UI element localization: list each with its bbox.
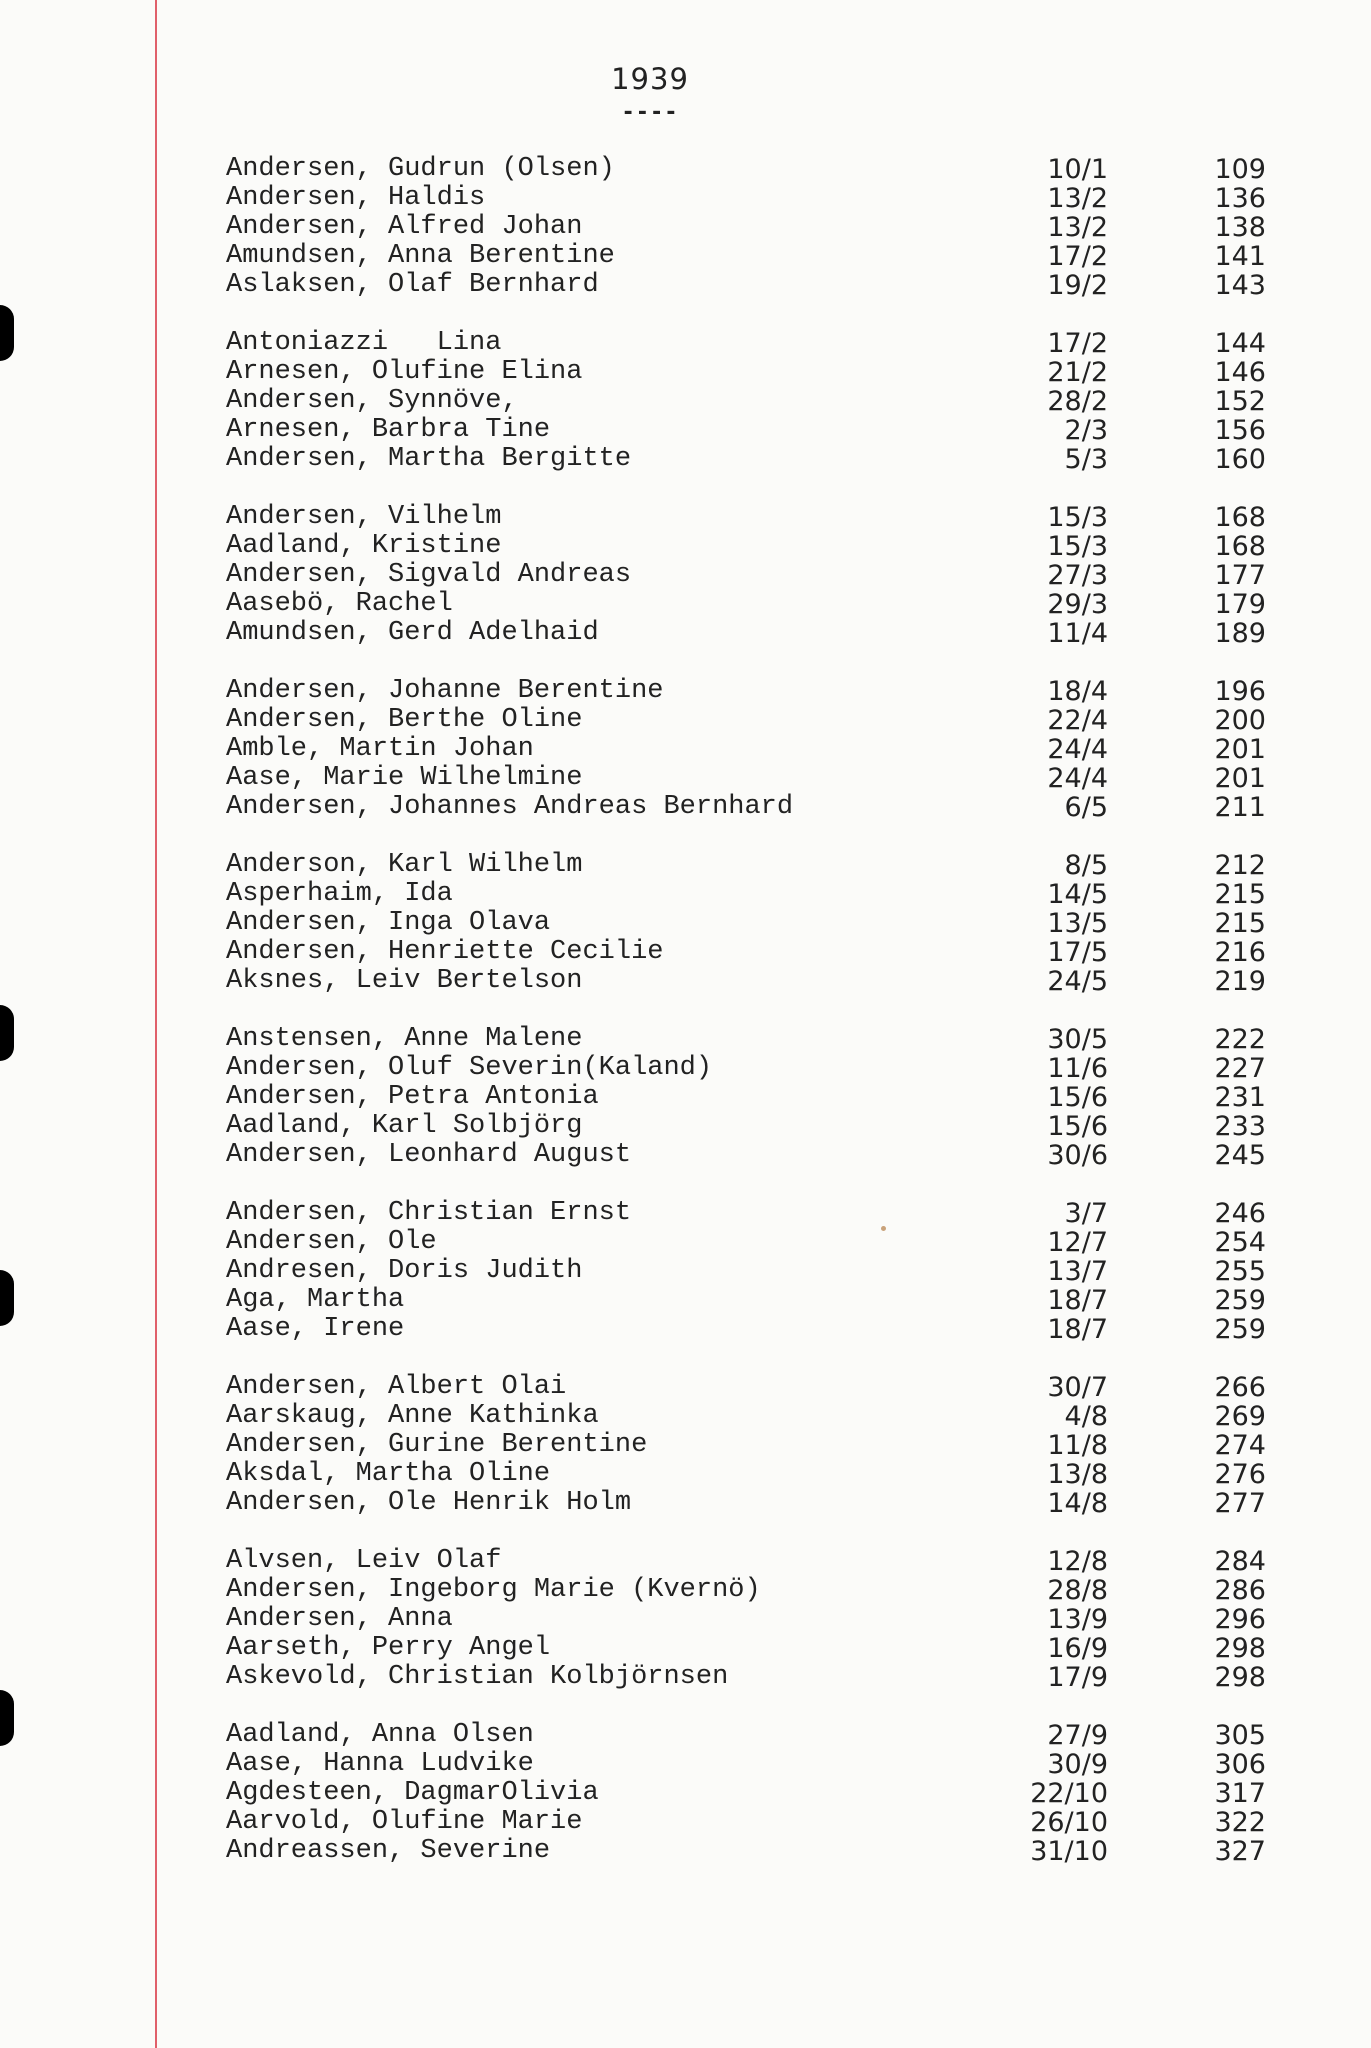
entry-date: 19/2	[1047, 270, 1108, 301]
entry-page: 322	[1214, 1807, 1266, 1838]
entry-page: 200	[1214, 705, 1266, 736]
paper-speck	[881, 1226, 886, 1231]
entry-name: Aadland, Karl Solbjörg	[226, 1111, 583, 1141]
entry-page: 168	[1214, 531, 1266, 562]
entry-name: Askevold, Christian Kolbjörnsen	[226, 1662, 729, 1692]
entry-name: Antoniazzi Lina	[226, 328, 502, 358]
entry-page: 286	[1214, 1575, 1266, 1606]
list-item	[0, 561, 1371, 590]
entry-name: Anderson, Karl Wilhelm	[226, 850, 583, 880]
list-item	[0, 358, 1371, 387]
entry-page: 109	[1214, 154, 1266, 185]
entry-page: 201	[1214, 763, 1266, 794]
entry-group	[0, 155, 1371, 300]
entry-date: 28/8	[1047, 1575, 1108, 1606]
entry-date: 28/2	[1047, 386, 1108, 417]
entry-page: 212	[1214, 850, 1266, 881]
entry-group	[0, 851, 1371, 996]
entry-page: 215	[1214, 908, 1266, 939]
entry-page: 298	[1214, 1633, 1266, 1664]
list-item	[0, 1663, 1371, 1692]
entry-date: 12/8	[1047, 1546, 1108, 1577]
entry-name: Amble, Martin Johan	[226, 734, 534, 764]
entry-name: Andersen, Berthe Oline	[226, 705, 583, 735]
entry-page: 259	[1214, 1314, 1266, 1345]
entry-date: 11/8	[1047, 1430, 1108, 1461]
entry-name: Andersen, Gurine Berentine	[226, 1430, 648, 1460]
entry-page: 296	[1214, 1604, 1266, 1635]
list-item	[0, 1083, 1371, 1112]
entry-page: 152	[1214, 386, 1266, 417]
entry-name: Andersen, Oluf Severin(Kaland)	[226, 1053, 713, 1083]
entry-name: Andersen, Vilhelm	[226, 502, 502, 532]
entry-name: Aksdal, Martha Oline	[226, 1459, 551, 1489]
entry-name: Asperhaim, Ida	[226, 879, 453, 909]
entry-date: 30/5	[1047, 1024, 1108, 1055]
list-item	[0, 1750, 1371, 1779]
list-item	[0, 590, 1371, 619]
entry-name: Aarskaug, Anne Kathinka	[226, 1401, 599, 1431]
entry-page: 146	[1214, 357, 1266, 388]
entry-date: 30/6	[1047, 1140, 1108, 1171]
list-item	[0, 155, 1371, 184]
list-item	[0, 532, 1371, 561]
entry-date: 24/4	[1047, 763, 1108, 794]
entry-date: 13/8	[1047, 1459, 1108, 1490]
entry-name: Aadland, Kristine	[226, 531, 502, 561]
entry-name: Andersen, Haldis	[226, 183, 486, 213]
list-item	[0, 1025, 1371, 1054]
entry-date: 26/10	[1030, 1807, 1108, 1838]
entry-date: 31/10	[1030, 1836, 1108, 1867]
entry-name: Agdesteen, DagmarOlivia	[226, 1778, 599, 1808]
entry-page: 269	[1214, 1401, 1266, 1432]
entry-page: 215	[1214, 879, 1266, 910]
entry-date: 21/2	[1047, 357, 1108, 388]
entry-group	[0, 329, 1371, 474]
list-item	[0, 1547, 1371, 1576]
entry-name: Andresen, Doris Judith	[226, 1256, 583, 1286]
list-item	[0, 967, 1371, 996]
entry-page: 168	[1214, 502, 1266, 533]
entry-date: 18/4	[1047, 676, 1108, 707]
entry-page: 231	[1214, 1082, 1266, 1113]
entry-page: 274	[1214, 1430, 1266, 1461]
entry-name: Andersen, Christian Ernst	[226, 1198, 632, 1228]
entry-date: 22/4	[1047, 705, 1108, 736]
entry-date: 24/4	[1047, 734, 1108, 765]
entry-page: 227	[1214, 1053, 1266, 1084]
entry-group	[0, 503, 1371, 648]
entry-date: 8/5	[1064, 850, 1108, 881]
list-item	[0, 1808, 1371, 1837]
entry-date: 15/6	[1047, 1111, 1108, 1142]
entry-date: 30/9	[1047, 1749, 1108, 1780]
entry-date: 2/3	[1064, 415, 1108, 446]
entry-page: 255	[1214, 1256, 1266, 1287]
entry-page: 259	[1214, 1285, 1266, 1316]
entry-page: 327	[1214, 1836, 1266, 1867]
entry-name: Andersen, Inga Olava	[226, 908, 551, 938]
entry-date: 17/2	[1047, 328, 1108, 359]
entry-page: 219	[1214, 966, 1266, 997]
list-item	[0, 1460, 1371, 1489]
entry-page: 266	[1214, 1372, 1266, 1403]
list-item	[0, 1054, 1371, 1083]
entry-name: Aarvold, Olufine Marie	[226, 1807, 583, 1837]
entry-date: 15/3	[1047, 502, 1108, 533]
entry-page: 305	[1214, 1720, 1266, 1751]
list-item	[0, 242, 1371, 271]
entry-name: Andersen, Synnöve,	[226, 386, 518, 416]
entry-name: Aslaksen, Olaf Bernhard	[226, 270, 599, 300]
entry-list	[0, 155, 1371, 1895]
list-item	[0, 1141, 1371, 1170]
entry-date: 13/5	[1047, 908, 1108, 939]
entry-date: 10/1	[1047, 154, 1108, 185]
entry-name: Andersen, Johannes Andreas Bernhard	[226, 792, 794, 822]
entry-name: Alvsen, Leiv Olaf	[226, 1546, 502, 1576]
entry-name: Aase, Hanna Ludvike	[226, 1749, 534, 1779]
entry-name: Aksnes, Leiv Bertelson	[226, 966, 583, 996]
entry-name: Andersen, Henriette Cecilie	[226, 937, 664, 967]
entry-date: 14/8	[1047, 1488, 1108, 1519]
entry-name: Anstensen, Anne Malene	[226, 1024, 583, 1054]
list-item	[0, 184, 1371, 213]
entry-page: 284	[1214, 1546, 1266, 1577]
entry-page: 276	[1214, 1459, 1266, 1490]
entry-date: 13/7	[1047, 1256, 1108, 1287]
list-item	[0, 1489, 1371, 1518]
list-item	[0, 387, 1371, 416]
entry-page: 317	[1214, 1778, 1266, 1809]
entry-page: 211	[1214, 792, 1266, 823]
entry-name: Andersen, Ole	[226, 1227, 437, 1257]
entry-name: Andersen, Leonhard August	[226, 1140, 632, 1170]
entry-date: 24/5	[1047, 966, 1108, 997]
entry-name: Aase, Irene	[226, 1314, 405, 1344]
list-item	[0, 793, 1371, 822]
entry-name: Andersen, Johanne Berentine	[226, 676, 664, 706]
list-item	[0, 706, 1371, 735]
entry-page: 177	[1214, 560, 1266, 591]
list-item	[0, 1286, 1371, 1315]
entry-name: Amundsen, Anna Berentine	[226, 241, 615, 271]
list-item	[0, 1431, 1371, 1460]
entry-page: 189	[1214, 618, 1266, 649]
entry-date: 29/3	[1047, 589, 1108, 620]
entry-page: 222	[1214, 1024, 1266, 1055]
entry-date: 27/9	[1047, 1720, 1108, 1751]
entry-page: 196	[1214, 676, 1266, 707]
list-item	[0, 1605, 1371, 1634]
entry-name: Aadland, Anna Olsen	[226, 1720, 534, 1750]
entry-group	[0, 1373, 1371, 1518]
entry-name: Andersen, Ole Henrik Holm	[226, 1488, 632, 1518]
list-item	[0, 938, 1371, 967]
entry-date: 12/7	[1047, 1227, 1108, 1258]
list-item	[0, 909, 1371, 938]
entry-name: Andreassen, Severine	[226, 1836, 551, 1866]
entry-page: 201	[1214, 734, 1266, 765]
entry-date: 15/3	[1047, 531, 1108, 562]
entry-name: Amundsen, Gerd Adelhaid	[226, 618, 599, 648]
entry-page: 246	[1214, 1198, 1266, 1229]
entry-page: 179	[1214, 589, 1266, 620]
entry-name: Andersen, Alfred Johan	[226, 212, 583, 242]
list-item	[0, 735, 1371, 764]
list-item	[0, 1576, 1371, 1605]
list-item	[0, 329, 1371, 358]
list-item	[0, 416, 1371, 445]
entry-page: 306	[1214, 1749, 1266, 1780]
entry-name: Aga, Martha	[226, 1285, 405, 1315]
entry-page: 254	[1214, 1227, 1266, 1258]
entry-page: 298	[1214, 1662, 1266, 1693]
entry-page: 143	[1214, 270, 1266, 301]
entry-name: Aasebö, Rachel	[226, 589, 453, 619]
entry-date: 27/3	[1047, 560, 1108, 591]
page-title: 1939	[611, 62, 689, 96]
entry-group	[0, 1199, 1371, 1344]
entry-page: 233	[1214, 1111, 1266, 1142]
entry-date: 11/6	[1047, 1053, 1108, 1084]
list-item	[0, 1373, 1371, 1402]
entry-name: Arnesen, Barbra Tine	[226, 415, 551, 445]
entry-date: 6/5	[1064, 792, 1108, 823]
list-item	[0, 1837, 1371, 1866]
entry-name: Aarseth, Perry Angel	[226, 1633, 551, 1663]
entry-name: Andersen, Albert Olai	[226, 1372, 567, 1402]
entry-date: 3/7	[1064, 1198, 1108, 1229]
entry-date: 15/6	[1047, 1082, 1108, 1113]
entry-page: 156	[1214, 415, 1266, 446]
entry-date: 17/9	[1047, 1662, 1108, 1693]
entry-page: 160	[1214, 444, 1266, 475]
list-item	[0, 1257, 1371, 1286]
list-item	[0, 851, 1371, 880]
entry-date: 13/2	[1047, 212, 1108, 243]
entry-date: 13/2	[1047, 183, 1108, 214]
title-underline: ----	[621, 100, 679, 125]
entry-date: 13/9	[1047, 1604, 1108, 1635]
entry-group	[0, 677, 1371, 822]
list-item	[0, 1112, 1371, 1141]
list-item	[0, 271, 1371, 300]
entry-group	[0, 1721, 1371, 1866]
entry-date: 18/7	[1047, 1285, 1108, 1316]
entry-page: 245	[1214, 1140, 1266, 1171]
list-item	[0, 880, 1371, 909]
entry-name: Arnesen, Olufine Elina	[226, 357, 583, 387]
list-item	[0, 213, 1371, 242]
entry-name: Andersen, Sigvald Andreas	[226, 560, 632, 590]
list-item	[0, 677, 1371, 706]
entry-group	[0, 1547, 1371, 1692]
list-item	[0, 1402, 1371, 1431]
entry-date: 14/5	[1047, 879, 1108, 910]
entry-page: 138	[1214, 212, 1266, 243]
entry-name: Andersen, Ingeborg Marie (Kvernö)	[226, 1575, 761, 1605]
entry-date: 30/7	[1047, 1372, 1108, 1403]
list-item	[0, 1779, 1371, 1808]
list-item	[0, 1228, 1371, 1257]
entry-date: 5/3	[1064, 444, 1108, 475]
list-item	[0, 619, 1371, 648]
entry-name: Andersen, Petra Antonia	[226, 1082, 599, 1112]
entry-date: 11/4	[1047, 618, 1108, 649]
entry-page: 136	[1214, 183, 1266, 214]
entry-date: 17/5	[1047, 937, 1108, 968]
entry-date: 16/9	[1047, 1633, 1108, 1664]
list-item	[0, 1199, 1371, 1228]
list-item	[0, 1634, 1371, 1663]
entry-date: 22/10	[1030, 1778, 1108, 1809]
list-item	[0, 445, 1371, 474]
entry-name: Andersen, Anna	[226, 1604, 453, 1634]
entry-date: 4/8	[1064, 1401, 1108, 1432]
list-item	[0, 1721, 1371, 1750]
list-item	[0, 503, 1371, 532]
entry-page: 144	[1214, 328, 1266, 359]
list-item	[0, 1315, 1371, 1344]
list-item	[0, 764, 1371, 793]
entry-date: 17/2	[1047, 241, 1108, 272]
entry-group	[0, 1025, 1371, 1170]
entry-page: 216	[1214, 937, 1266, 968]
entry-date: 18/7	[1047, 1314, 1108, 1345]
entry-name: Andersen, Gudrun (Olsen)	[226, 154, 615, 184]
entry-name: Aase, Marie Wilhelmine	[226, 763, 583, 793]
entry-page: 141	[1214, 241, 1266, 272]
entry-page: 277	[1214, 1488, 1266, 1519]
entry-name: Andersen, Martha Bergitte	[226, 444, 632, 474]
